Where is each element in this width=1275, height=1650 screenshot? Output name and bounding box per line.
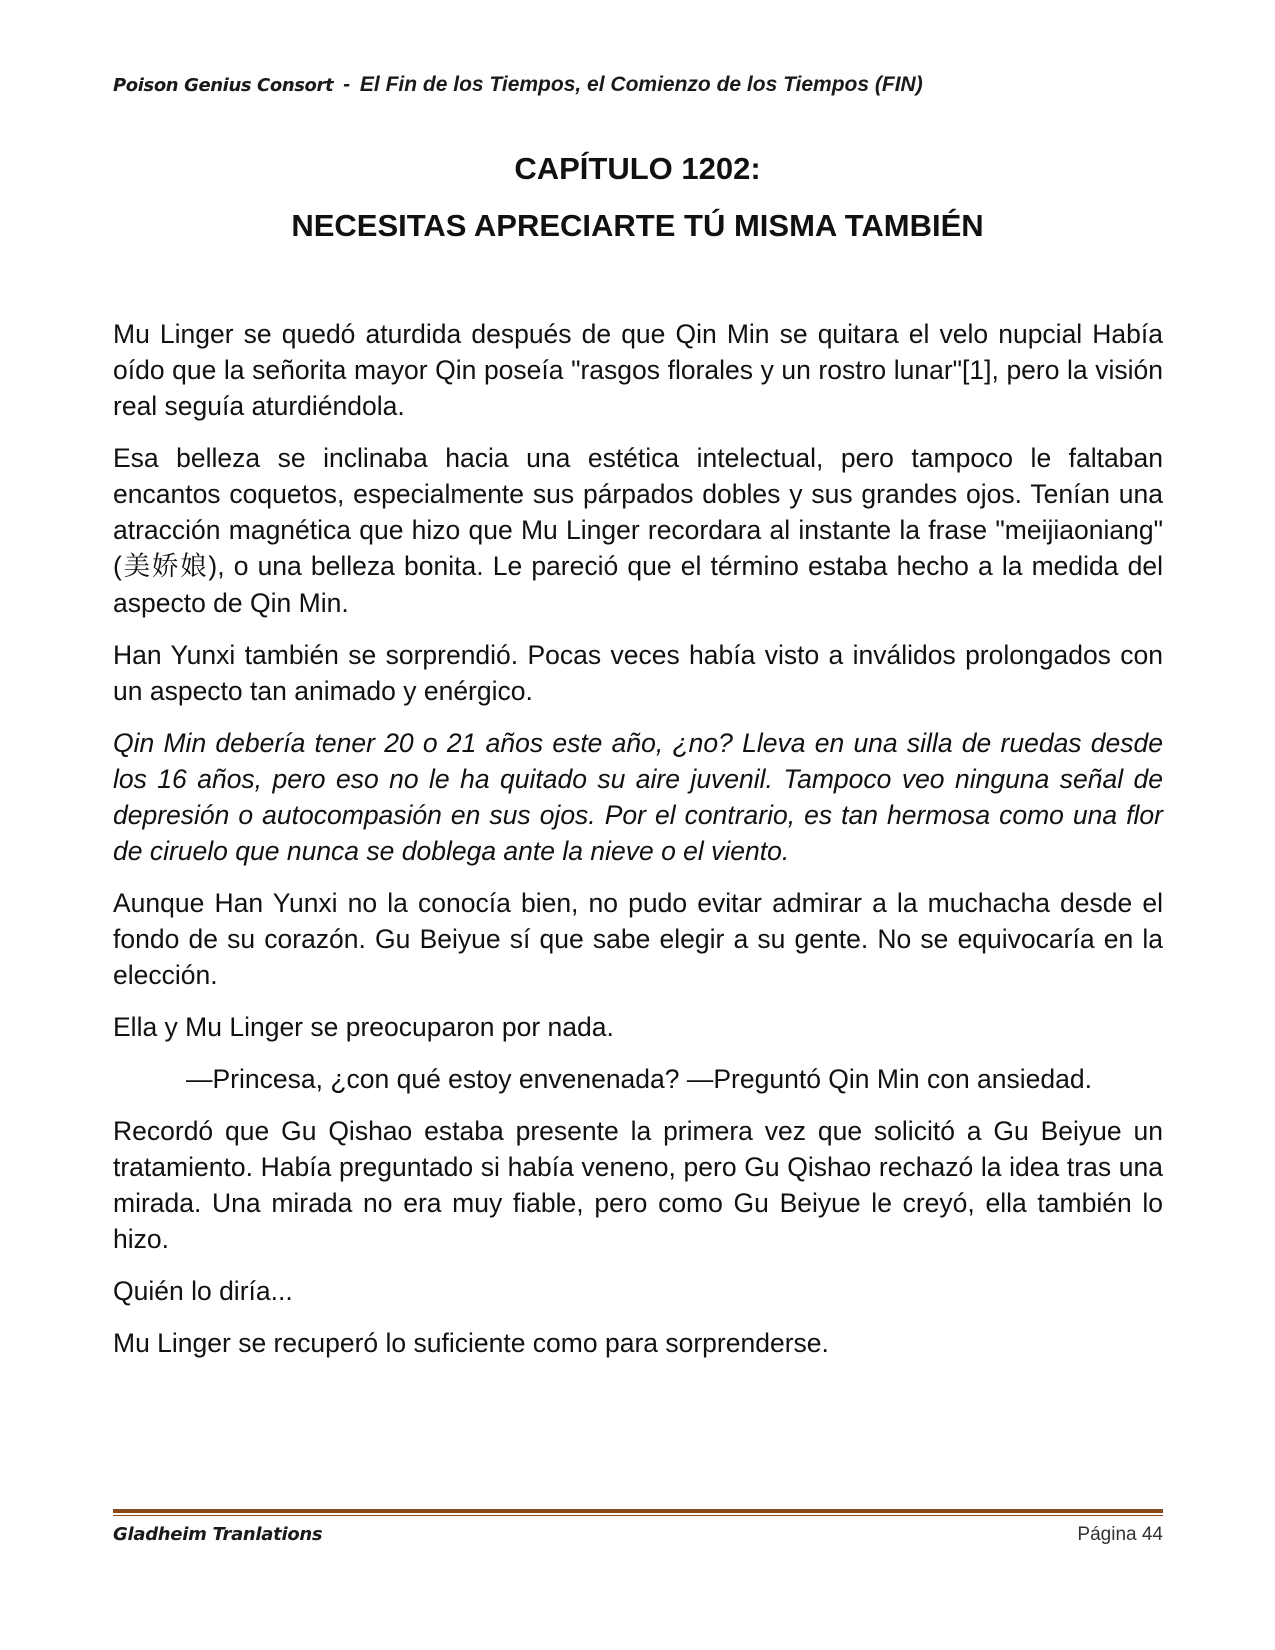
paragraph-text: ), o una belleza bonita. Le pareció que el término estaba hecho a la medida del aspecto de Qin Min.	[113, 551, 1163, 618]
page-number: Página 44	[1077, 1524, 1163, 1545]
header-subtitle: El Fin de los Tiempos, el Comienzo de los Tiempos (FIN)	[359, 73, 923, 96]
dialogue-paragraph: —Princesa, ¿con qué estoy envenenada? —Preguntó Qin Min con ansiedad.	[186, 1064, 1092, 1094]
paragraph: Ella y Mu Linger se preocuparon por nada.	[113, 1012, 614, 1042]
paragraph	[113, 440, 1163, 621]
inner-thought-paragraph: Qin Min debería tener 20 o 21 años este año, ¿no? Lleva en una silla de ruedas desde los 16 años, pero eso no le ha quitado su aire juvenil. Tampoco veo ninguna señal de depresión o autocompasión en sus ojos. Por el contrario, es tan hermosa como una flor de ciruelo que nunca se doblega ante la nieve o el viento.	[113, 728, 1163, 866]
chinese-term: 美娇娘	[121, 551, 209, 582]
footer-rule-thin	[113, 1515, 1163, 1516]
paragraph: Mu Linger se recuperó lo suficiente como para sorprenderse.	[113, 1328, 829, 1358]
paragraph: Quién lo diría...	[113, 1276, 293, 1306]
paragraph: Han Yunxi también se sorprendió. Pocas veces había visto a inválidos prolongados con un aspecto tan animado y enérgico.	[113, 640, 1163, 706]
paragraph: Mu Linger se quedó aturdida después de que Qin Min se quitara el velo nupcial Había oído que la señorita mayor Qin poseía "rasgos florales y un rostro lunar"[1], pero la visión real seguía aturdiéndola.	[113, 319, 1163, 421]
chapter-body	[113, 316, 1163, 1377]
series-title: Poison Genius Consort	[113, 75, 334, 96]
running-header	[113, 73, 1163, 97]
chapter-title: NECESITAS APRECIARTE TÚ MISMA TAMBIÉN	[291, 208, 984, 243]
paragraph: Recordó que Gu Qishao estaba presente la primera vez que solicitó a Gu Beiyue un tratamiento. Había preguntado si había veneno, pero Gu Qishao rechazó la idea tras una mirada. Una mirada no era muy fiable, pero como Gu Beiyue le creyó, ella también lo hizo.	[113, 1116, 1163, 1254]
paragraph: Aunque Han Yunxi no la conocía bien, no pudo evitar admirar a la muchacha desde el fondo de su corazón. Gu Beiyue sí que sabe elegir a su gente. No se equivocaría en la elección.	[113, 888, 1163, 990]
paragraph-text: Esa belleza se inclinaba hacia una estética intelectual, pero tampoco le faltaban encantos coquetos, especialmente sus párpados dobles y sus grandes ojos. Tenían una atracción magnética que hizo que Mu Linger recordara al instante la frase "meijiaoniang" (	[113, 443, 1163, 581]
footer-publisher: Gladheim Tranlations	[113, 1524, 323, 1545]
header-separator: -	[343, 73, 351, 96]
footer-rule-thick	[113, 1509, 1163, 1513]
chapter-number: CAPÍTULO 1202:	[514, 151, 761, 186]
